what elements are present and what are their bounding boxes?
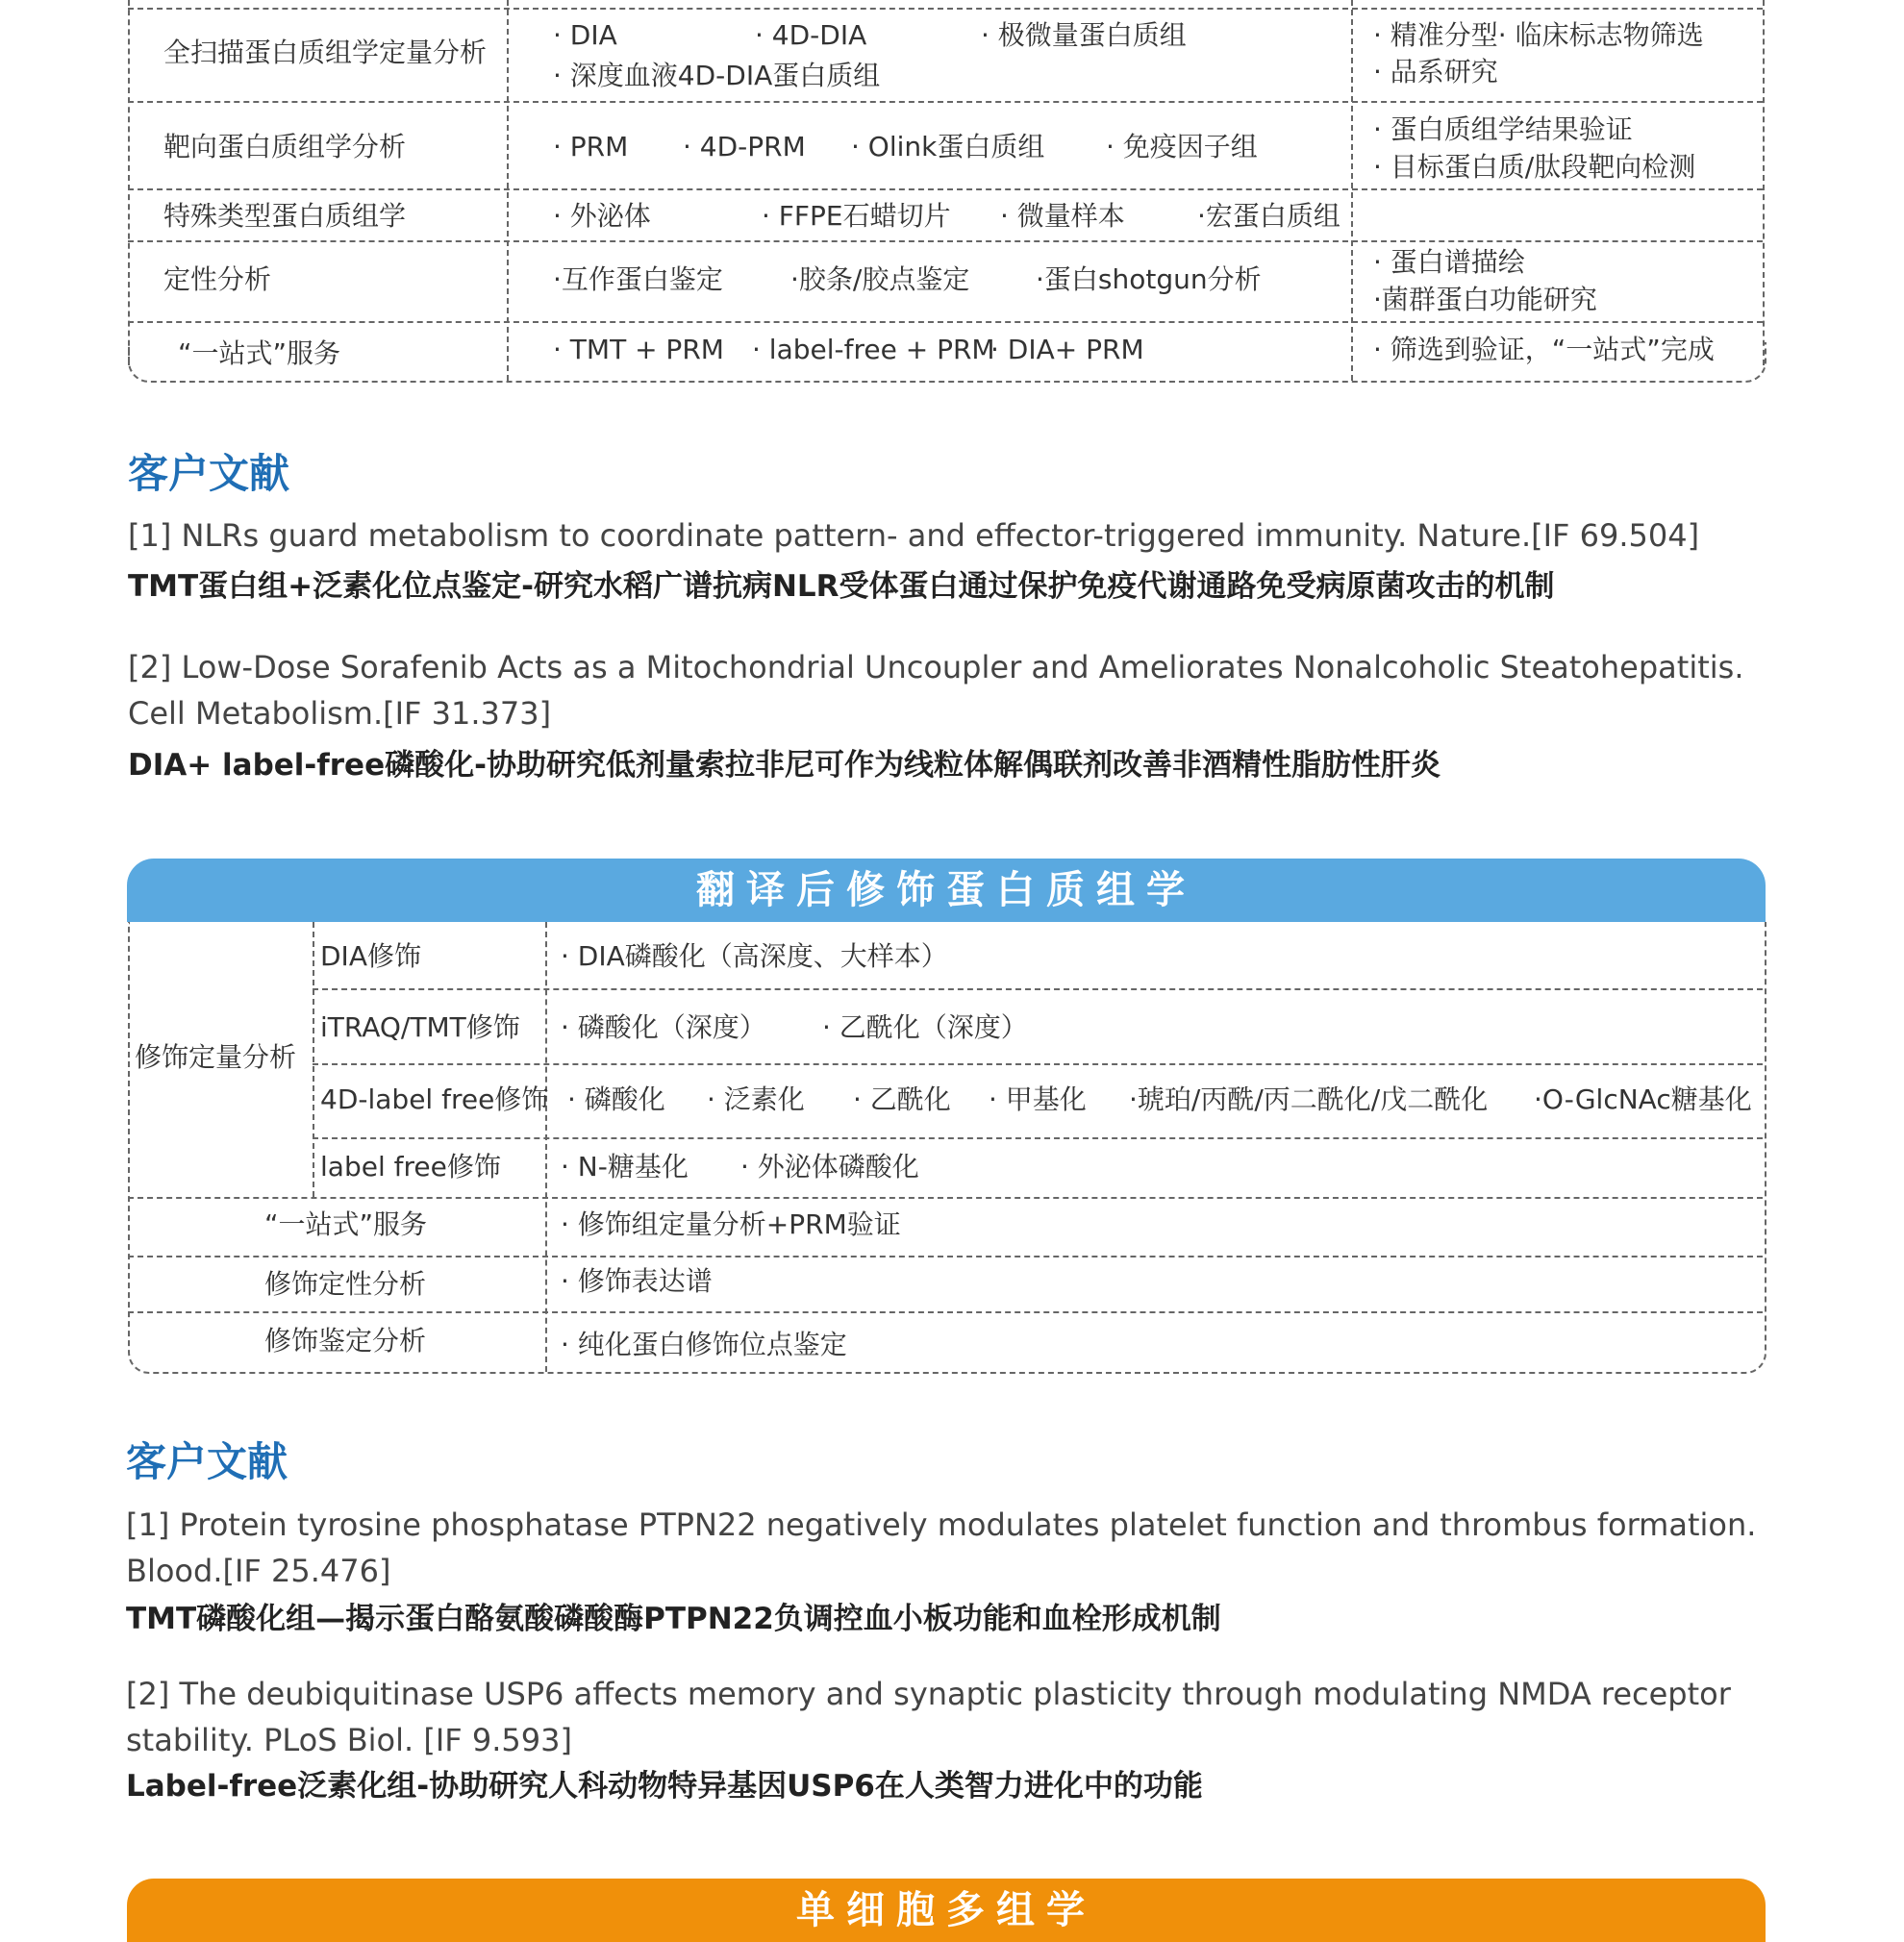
ptm-banner: 翻译后修饰蛋白质组学 <box>127 859 1766 922</box>
ptm-item: · 乙酰化（深度） <box>822 1011 1028 1043</box>
section-title-customer-literature: 客户文献 <box>126 1438 288 1485</box>
ptm-group-label: 修饰定量分析 <box>135 1041 297 1073</box>
ptm-item: · 泛素化 <box>707 1083 805 1115</box>
method-item: · 外泌体 <box>553 200 651 232</box>
ptm-row-name: “一站式”服务 <box>264 1208 428 1240</box>
ptm-row-name: 修饰定性分析 <box>264 1268 427 1300</box>
row-category: “一站式”服务 <box>178 337 341 369</box>
application-item: · 蛋白质组学结果验证 <box>1373 113 1633 145</box>
row-category: 定性分析 <box>163 263 272 295</box>
ptm-item: · 甲基化 <box>989 1083 1087 1115</box>
ptm-item: · 乙酰化 <box>853 1083 951 1115</box>
method-item: · 4D-DIA <box>755 19 867 51</box>
method-item: ·胶条/胶点鉴定 <box>790 263 970 295</box>
application-item: · 筛选到验证，“一站式”完成 <box>1373 334 1715 365</box>
reference-cn: Label-free泛素化组-协助研究人科动物特异基因USP6在人类智力进化中的功能 <box>126 1769 1203 1804</box>
application-item: · 蛋白谱描绘 <box>1373 246 1525 278</box>
ptm-item: · N-糖基化 <box>561 1151 689 1183</box>
reference-en: [1] NLRs guard metabolism to coordinate pattern- and effector-triggered immunity. Nature.[IF 69.504] <box>128 517 1700 554</box>
ptm-item: ·O-GlcNAc糖基化 <box>1534 1083 1752 1115</box>
application-item: · 精准分型· 临床标志物筛选 <box>1373 19 1704 51</box>
method-item: · label-free + PRM <box>752 334 995 365</box>
row-category: 全扫描蛋白质组学定量分析 <box>163 37 488 68</box>
method-item: · 4D-PRM <box>683 131 806 162</box>
method-item: ·宏蛋白质组 <box>1197 200 1340 232</box>
ptm-item: · DIA磷酸化（高深度、大样本） <box>561 940 948 972</box>
ptm-sub-name: iTRAQ/TMT修饰 <box>320 1011 520 1043</box>
ptm-sub-name: label free修饰 <box>320 1151 501 1183</box>
ptm-item: · 外泌体磷酸化 <box>740 1151 919 1183</box>
row-category: 靶向蛋白质组学分析 <box>163 131 407 162</box>
ptm-item: · 磷酸化（深度） <box>561 1011 766 1043</box>
method-item: · DIA <box>553 19 617 51</box>
reference-cn: TMT磷酸化组—揭示蛋白酪氨酸磷酸酶PTPN22负调控血小板功能和血栓形成机制 <box>126 1602 1221 1636</box>
method-item: · 微量样本 <box>1000 200 1125 232</box>
method-item: · 极微量蛋白质组 <box>981 19 1187 51</box>
ptm-sub-name: DIA修饰 <box>320 940 421 972</box>
reference-en: [2] Low-Dose Sorafenib Acts as a Mitochondrial Uncoupler and Ameliorates Nonalcoholic Steatohepatitis. Cell Metabolism.[IF 31.373] <box>128 649 1744 732</box>
method-item: · DIA+ PRM <box>990 334 1144 365</box>
method-item: ·互作蛋白鉴定 <box>553 263 723 295</box>
method-item: · Olink蛋白质组 <box>851 131 1045 162</box>
method-item: ·蛋白shotgun分析 <box>1036 263 1262 295</box>
application-item: · 目标蛋白质/肽段靶向检测 <box>1373 151 1696 183</box>
application-item: · 品系研究 <box>1373 56 1498 87</box>
method-item: · 免疫因子组 <box>1106 131 1258 162</box>
section-title-customer-literature: 客户文献 <box>128 450 290 497</box>
ptm-row-name: 修饰鉴定分析 <box>264 1325 427 1357</box>
application-item: ·菌群蛋白功能研究 <box>1373 284 1597 315</box>
row-category: 特殊类型蛋白质组学 <box>163 200 407 232</box>
reference-cn: DIA+ label-free磷酸化-协助研究低剂量索拉非尼可作为线粒体解偶联剂改善非酒精性脂肪性肝炎 <box>128 748 1441 783</box>
ptm-item: ·琥珀/丙酰/丙二酰化/戊二酰化 <box>1129 1083 1489 1115</box>
method-item: · 深度血液4D-DIA蛋白质组 <box>553 60 881 91</box>
method-item: · TMT + PRM <box>553 334 724 365</box>
method-item: · PRM <box>553 131 629 162</box>
ptm-item: · 修饰组定量分析+PRM验证 <box>561 1208 901 1240</box>
method-item: · FFPE石蜡切片 <box>762 200 951 232</box>
ptm-item: · 纯化蛋白修饰位点鉴定 <box>561 1329 847 1360</box>
ptm-sub-name: 4D-label free修饰 <box>320 1083 549 1115</box>
reference-en: [2] The deubiquitinase USP6 affects memory and synaptic plasticity through modulating NMDA receptor stability. PLoS Biol. [IF 9.593] <box>126 1676 1731 1758</box>
ptm-item: · 磷酸化 <box>567 1083 665 1115</box>
reference-en: [1] Protein tyrosine phosphatase PTPN22 negatively modulates platelet function and thrombus formation. Blood.[IF 25.476] <box>126 1506 1757 1589</box>
ptm-item: · 修饰表达谱 <box>561 1265 713 1297</box>
single-cell-banner: 单细胞多组学 <box>127 1879 1766 1942</box>
reference-cn: TMT蛋白组+泛素化位点鉴定-研究水稻广谱抗病NLR受体蛋白通过保护免疫代谢通路免受病原菌攻击的机制 <box>128 569 1555 604</box>
